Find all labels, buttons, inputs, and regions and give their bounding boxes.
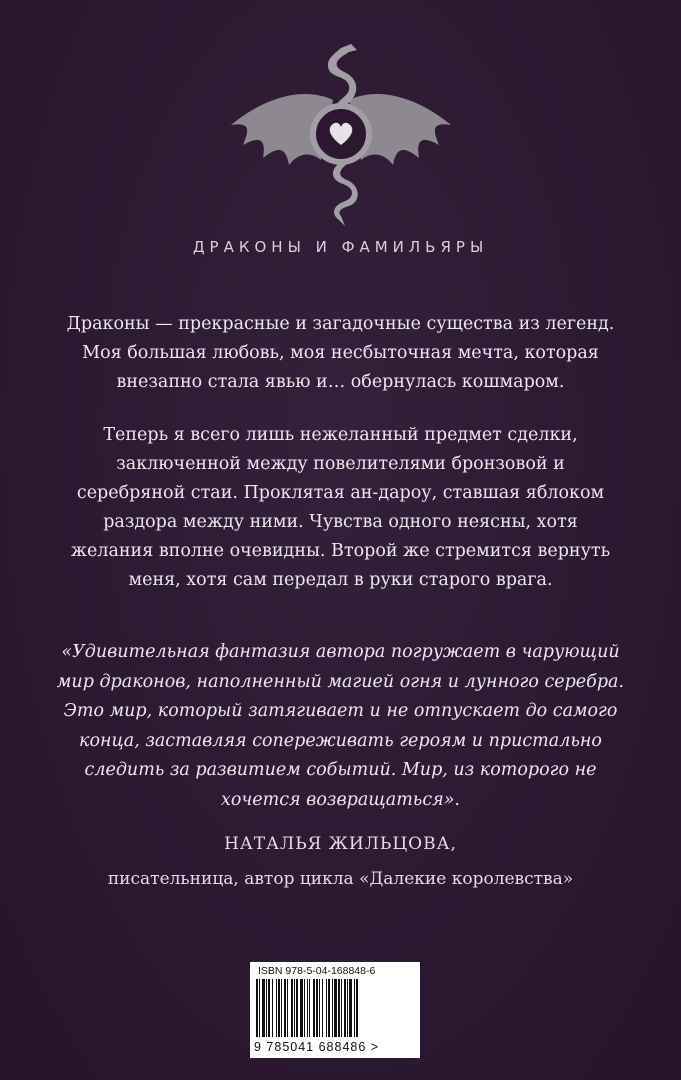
emblem <box>0 30 681 234</box>
review-quote: «Удивительная фантазия автора погружает в чарующий мир драконов, наполненный магией огня и лунного серебра. Это мир, который затягивает и не отпускает до самого конца, заставляя сопереживать героям и пристально следить за развитием событий. Мир, из которого не хочется возвращаться». <box>56 642 625 810</box>
barcode-digits: 9 785041 688486 > <box>254 1040 380 1054</box>
blurb-text-2: Теперь я всего лишь нежеланный предмет сделки, заключенной между повелителями бронзовой и серебряной стаи. Проклятая ан-дароу, ставшая яблоком раздора между ними. Чувства одного неясны, хотя желания вполне очевидны. Второй же стремится вернуть меня, хотя сам передал в руки старого врага. <box>70 425 611 590</box>
blurb-text-1: Драконы — прекрасные и загадочные существа из легенд. Моя большая любовь, моя несбыточная мечта, которая внезапно стала явью и… обернулась кошмаром. <box>66 314 615 392</box>
series-title: ДРАКОНЫ И ФАМИЛЬЯРЫ <box>192 238 489 256</box>
quote-author-description: писательница, автор цикла «Далекие королевства» <box>107 869 574 889</box>
blurb-paragraph-2 <box>60 421 621 595</box>
barcode-bars-icon <box>254 979 416 1039</box>
quote-author: НАТАЛЬЯ ЖИЛЬЦОВА, <box>224 834 457 854</box>
isbn-barcode <box>250 962 420 1058</box>
dragon-heart-emblem-icon <box>221 30 461 230</box>
isbn-label: ISBN 978-5-04-168848-6 <box>258 965 376 977</box>
blurb-paragraph-1 <box>60 310 621 397</box>
